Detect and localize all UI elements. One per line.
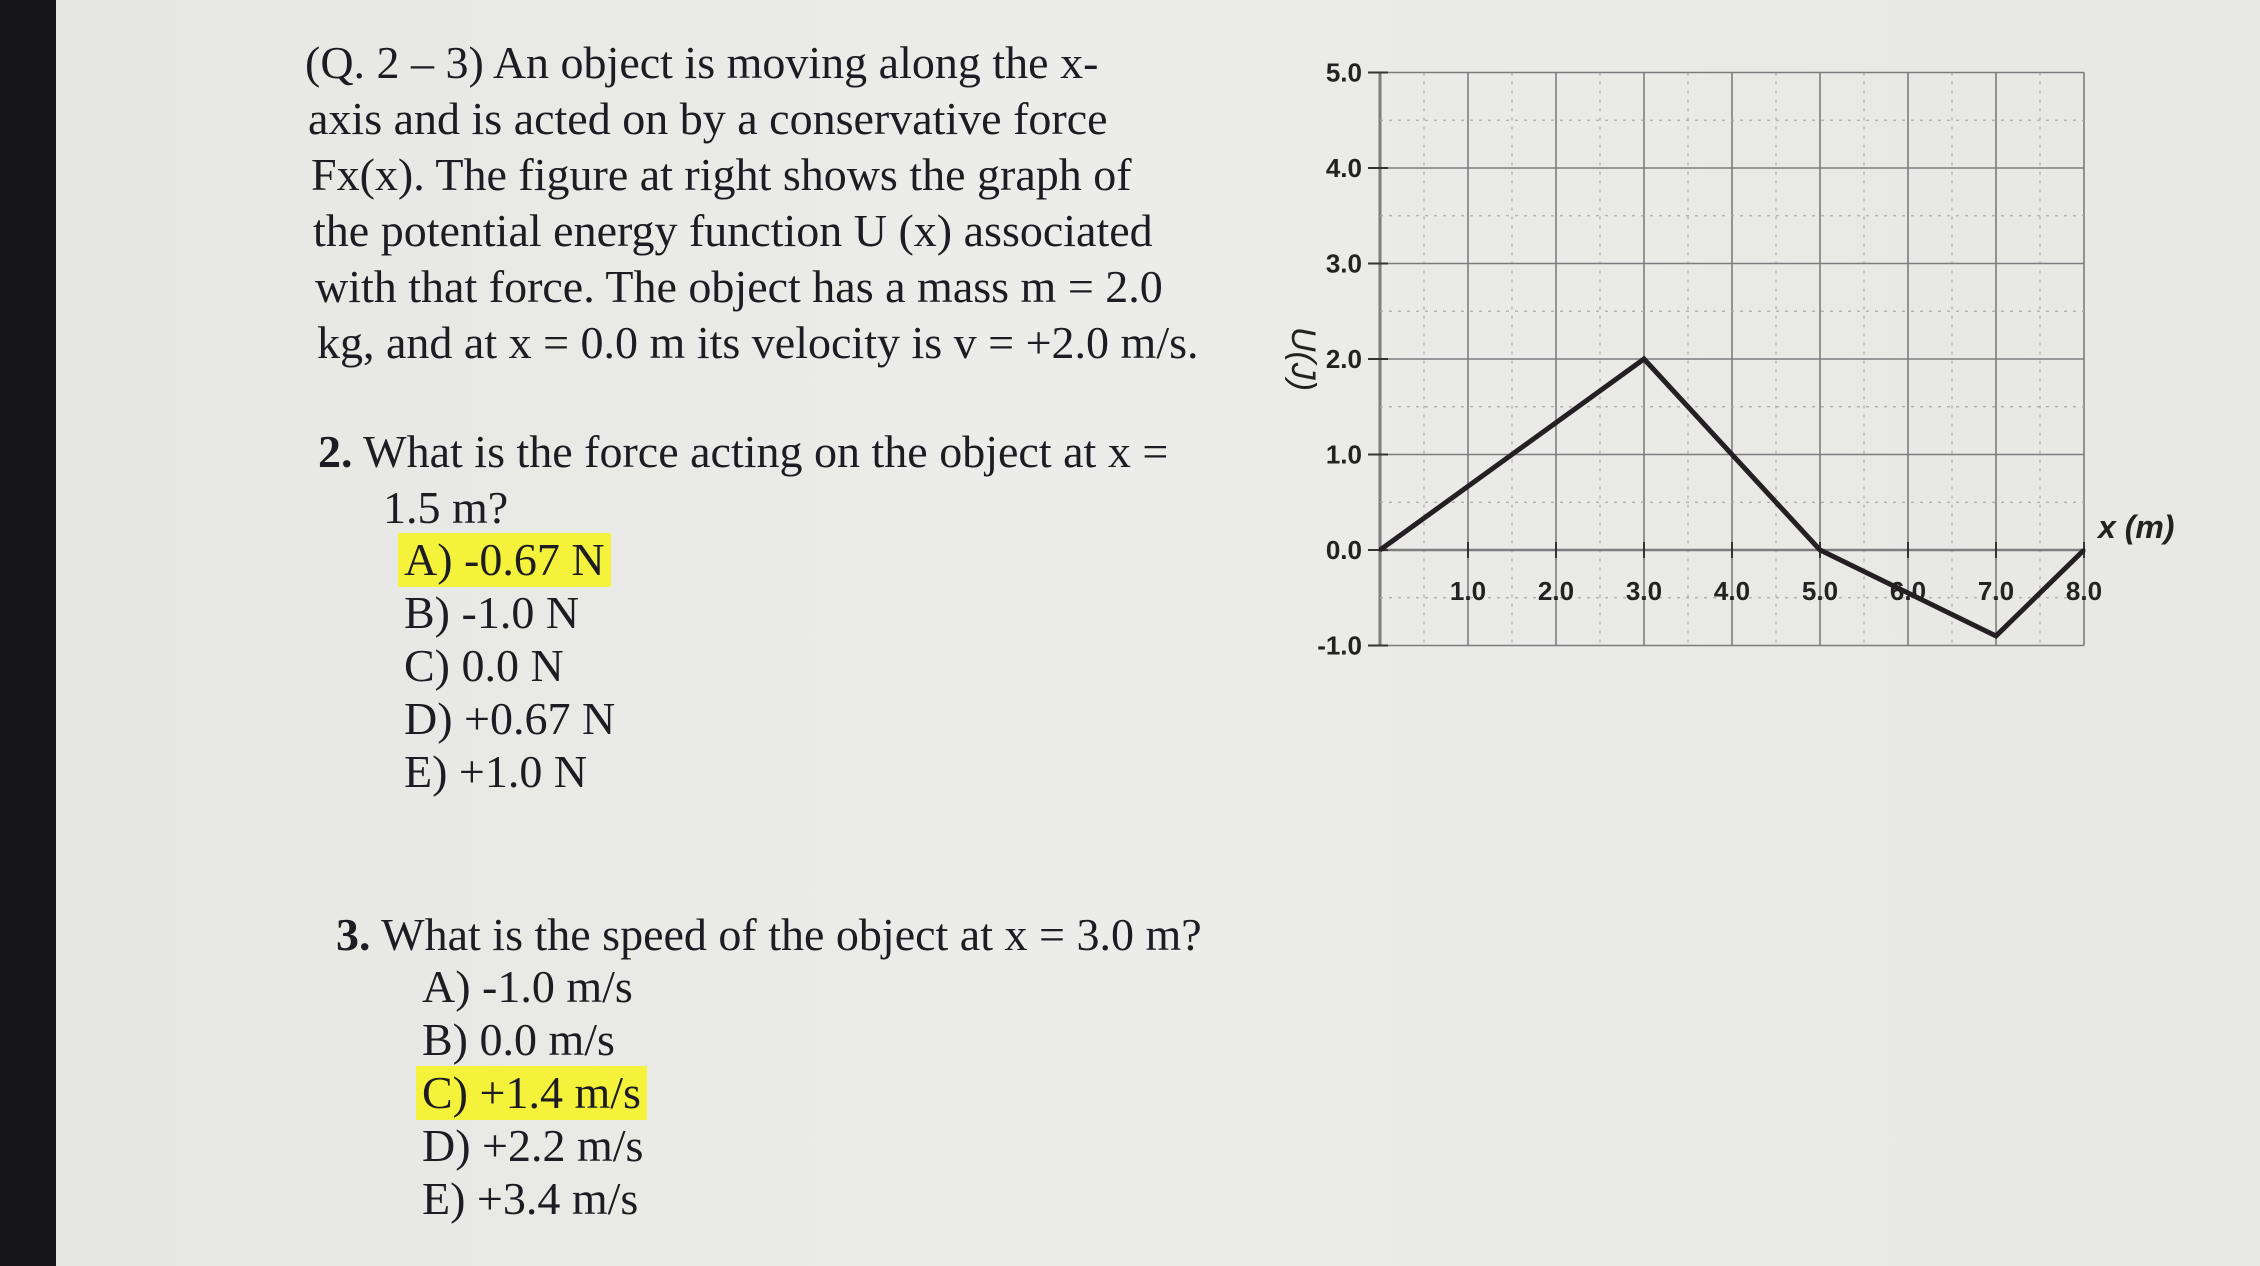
potential-energy-chart	[1250, 40, 2180, 680]
q3-option-a: A) -1.0 m/s	[422, 961, 633, 1012]
question-2-text-line1: What is the force acting on the object at x =	[363, 426, 1169, 477]
x-tick-label: 2.0	[1537, 576, 1575, 606]
data-point	[1995, 634, 1998, 637]
y-tick-label: 4.0	[1325, 153, 1362, 183]
intro-line: kg, and at x = 0.0 m its velocity is v = +2.0 m/s.	[317, 317, 1199, 368]
y-tick-label: 1.0	[1325, 439, 1362, 470]
q3-option-c: C) +1.4 m/s	[416, 1066, 647, 1120]
x-axis-label: x (m)	[2098, 509, 2175, 545]
data-point	[1819, 549, 1822, 552]
q2-option-a: A) -0.67 N	[398, 533, 611, 587]
x-tick-label: 5.0	[1801, 576, 1839, 606]
data-point	[2083, 549, 2086, 552]
q3-option-d: D) +2.2 m/s	[422, 1120, 644, 1171]
question-2-text-line2: 1.5 m?	[383, 482, 509, 533]
q3-option-e: E) +3.4 m/s	[422, 1173, 639, 1224]
data-point	[1643, 358, 1646, 361]
question-3-number: 3.	[336, 909, 371, 960]
q2-option-e: E) +1.0 N	[404, 746, 588, 797]
y-tick-label: -1.0	[1317, 630, 1362, 661]
data-point	[1379, 549, 1382, 552]
q2-option-b: B) -1.0 N	[404, 587, 580, 638]
intro-line: with that force. The object has a mass m = 2.0	[315, 261, 1163, 312]
x-tick-label: 8.0	[2065, 576, 2103, 606]
question-2-prompt	[318, 425, 1168, 479]
x-tick-label: 4.0	[1713, 576, 1751, 606]
q3-option-b: B) 0.0 m/s	[422, 1014, 615, 1065]
intro-line: Fx(x). The figure at right shows the graph of	[311, 149, 1132, 200]
question-2-number: 2.	[318, 426, 353, 477]
q2-option-d: D) +0.67 N	[404, 693, 616, 744]
screen-bezel	[0, 0, 56, 1266]
y-tick-label: 2.0	[1325, 344, 1362, 374]
x-tick-label: 3.0	[1625, 576, 1663, 606]
question-3-prompt	[336, 908, 1202, 962]
intro-line: axis and is acted on by a conservative force	[308, 93, 1108, 144]
y-tick-label: 0.0	[1325, 535, 1362, 565]
x-tick-label: 6.0	[1889, 576, 1927, 606]
intro-line: the potential energy function U (x) associated	[313, 205, 1153, 256]
x-tick-label: 7.0	[1977, 576, 2015, 606]
question-3-text: What is the speed of the object at x = 3.0 m?	[381, 909, 1202, 960]
y-tick-label: 3.0	[1325, 248, 1362, 279]
y-axis-label: U(J)	[1284, 326, 1322, 392]
y-tick-label: 5.0	[1325, 57, 1362, 88]
q2-option-c: C) 0.0 N	[404, 640, 564, 691]
intro-line: (Q. 2 – 3) An object is moving along the x-	[305, 37, 1099, 88]
x-tick-label: 1.0	[1449, 576, 1487, 606]
